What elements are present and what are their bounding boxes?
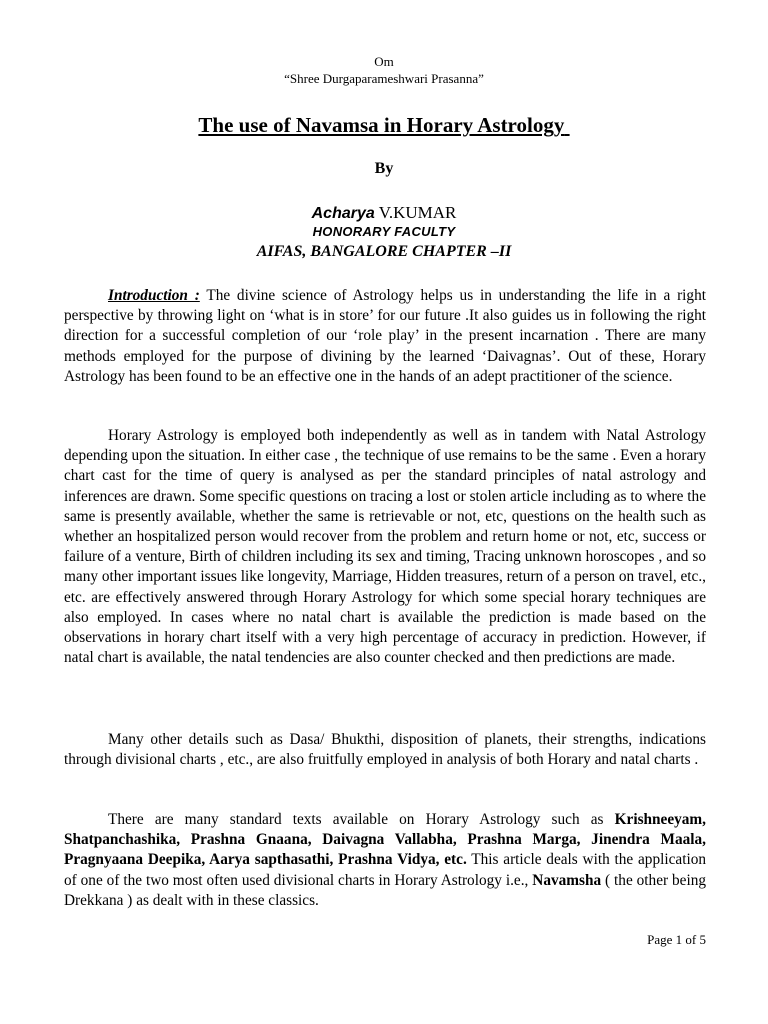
introduction-text: The divine science of Astrology helps us in understanding the life in a right perspective by throwing light on ‘what is in store’ for our future .It also guides us in following the right direction for a successful completion of our ‘role play’ in the present incarnation . There are many methods employed for the purpose of divining by the learned ‘Daivagnas’. Out of these, Horary Astrology has been found to be an effective one in the hands of an adept practitioner of the science. [64,287,706,385]
horary-usage-text: Horary Astrology is employed both independently as well as in tandem with Natal Astrology depending upon the situation. In either case , the technique of use remains to be the same . Even a horary chart cast for the time of query is analysed as per the standard principles of natal astrology and inferences are drawn. Some specific questions on tracing a lost or stolen article including as to where the same is presently available, whether the same is retrievable or not, etc, questions on the health such as whether an hospitalized person would recover from the problem and return home or not, etc, success or failure of a venture, Birth of children including its sex and timing, Tracing unknown horoscopes , and so many other important issues like longevity, Marriage, Hidden treasures, return of a person on travel, etc., etc. are effectively answered through Horary Astrology for which some special horary techniques are also employed. In cases where no natal chart is available the prediction is made based on the observations in horary chart itself with a very high percentage of accuracy in prediction. However, if natal chart is available, the natal tendencies are also counter checked and then predictions are made. [64,427,706,667]
author-name: V.KUMAR [378,203,457,222]
document-title [0,113,768,138]
standard-texts-mid: This article deals with the application of one of the two most often used divisional charts in Horary Astrology i.e., [64,851,706,889]
title-text: The use of Navamsa in Horary Astrology [198,113,565,137]
paragraph-horary-usage [64,426,706,668]
om-heading: Om [374,54,394,69]
other-details-text: Many other details such as Dasa/ Bhukthi, disposition of planets, their strengths, indications through divisional charts , etc., are also fruitfully employed in analysis of both Horary and natal charts . [64,731,706,769]
author-honorific: Acharya [311,205,375,222]
navamsha-term: Navamsha [532,871,602,889]
standard-texts-list: Krishneeyam, Shatpanchashika, Prashna Gnaana, Daivagna Vallabha, Prashna Marga, Jinendra Maala, Pragnyaana Deepika, Aarya sapthasathi, Prashna Vidya, etc. [64,811,706,869]
author-line [0,203,768,223]
author-role: HONORARY FACULTY [312,224,456,239]
paragraph-introduction [64,286,706,387]
blessing-line: “Shree Durgaparameshwari Prasanna” [284,71,484,86]
page-number: Page 1 of 5 [647,932,706,947]
author-affiliation: AIFAS, BANGALORE CHAPTER –II [256,243,512,260]
by-label: By [374,160,394,177]
paragraph-other-details [64,730,706,770]
paragraph-standard-texts [64,810,706,911]
introduction-label: Introduction : [108,287,200,304]
standard-texts-tail: ( the other being Drekkana ) as dealt with in these classics. [64,871,706,909]
standard-texts-lead: There are many standard texts available on Horary Astrology such as [108,811,615,828]
